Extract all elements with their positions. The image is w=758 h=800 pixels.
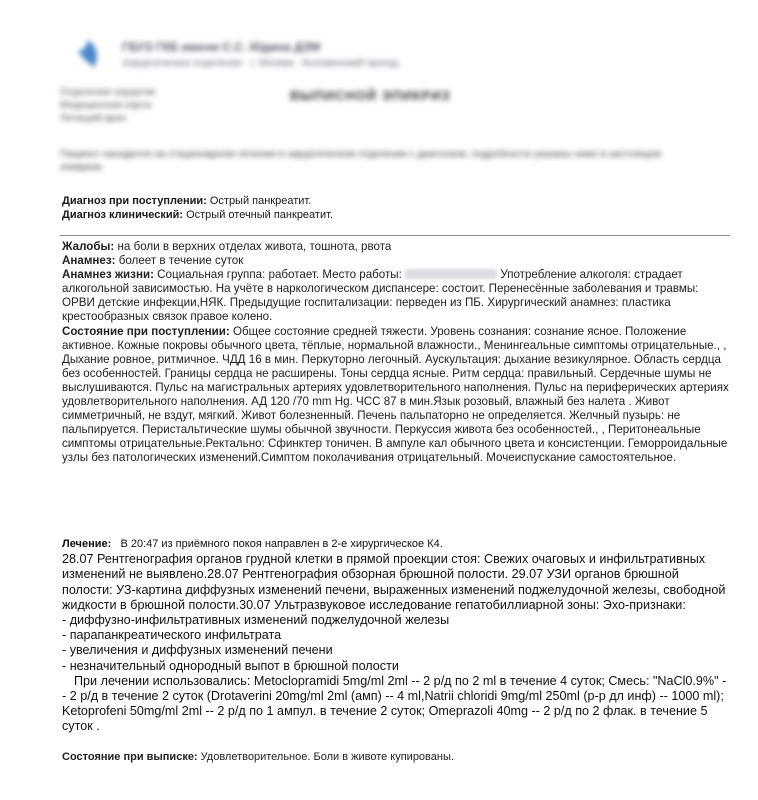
- discharge-value: Удовлетворительное. Боли в животе купированы.: [200, 751, 454, 763]
- anamnesis: [62, 254, 730, 268]
- life-anamnesis-label: Анамнез жизни:: [62, 268, 154, 282]
- finding-item: - диффузно-инфильтративных изменений поджелудочной железы: [62, 613, 450, 628]
- meta-line: Медицинская карта: [60, 100, 151, 111]
- treatment-studies: 28.07 Рентгенография органов грудной клетки в прямой проекции стоя: Свежих очаговых и инфильтративных изменений не выявлено.28.07 Рентгенография обзорная брюшной полости. 29.07 УЗИ органов брюшной полости: УЗ-картина диффузных изменений печени, выраженных изменений поджелудочной железы, свободной жидкости в брюшной полости.30.07 Ультразвуковое исследование гепатобиллиарной зоны: Эхо-признаки:: [62, 552, 726, 612]
- finding-item: - незначительный однородный выпот в брюшной полости: [62, 658, 399, 673]
- admission-state: [62, 325, 730, 353]
- discharge-label: Состояние при выписке:: [62, 751, 198, 763]
- document-title: ВЫПИСНОЙ ЭПИКРИЗ: [290, 88, 451, 103]
- organization-name: ГБУЗ ГКБ имени С.С. Юдина ДЗМ: [122, 40, 321, 54]
- treatment-section: [62, 537, 730, 735]
- section-divider: [60, 235, 730, 236]
- life-anamnesis-part2: Употребление алкоголя: страдает алкогольной зависимостью. На учёте в наркологическом диспансере: состоит. Перенесённые заболевания и травмы: ОРВИ детские инфекции,НЯК. Предыдущие госпитализации: перведен из ПБ. Хирургический анамнез: пластика крестообразных связок правое колено.: [62, 268, 699, 324]
- treatment-header: [62, 537, 730, 552]
- hospital-logo-icon: [74, 38, 102, 72]
- meta-line: Лечащий врач: [60, 113, 127, 124]
- treatment-label: Лечение:: [62, 538, 112, 550]
- finding-item: - увеличения и диффузных изменений печени: [62, 643, 333, 658]
- anamnesis-section: [62, 240, 730, 466]
- admission-diagnosis-label: Диагноз при поступлении:: [62, 195, 207, 207]
- clinical-diagnosis-value: Острый отечный панкреатит.: [186, 209, 333, 221]
- patient-info-line: Пациент находился на стационарном лечении в хирургическом отделении с диагнозом, подробности указаны ниже в настоящем эпикризе.: [60, 149, 661, 173]
- treatment-drugs: При лечении использовались: Metoclopramidi 5mg/ml 2ml -- 2 р/д по 2 ml в течение 4 суток; Смесь: "NaCl0.9%" -- 2 р/д в течение 2 суток (Drotaverini 20mg/ml 2ml (амп) -- 4 ml,Natrii chloridi 9mg/ml 250ml (р-р дл инф) -- 1000 ml); Ketoprofeni 50mg/ml 2ml -- 2 р/д по 1 ампул. в течение 2 суток; Omeprazoli 40mg -- 2 р/д по 2 флак. в течение 5 суток .: [62, 673, 727, 734]
- anamnesis-value: болеет в течение суток: [118, 254, 244, 268]
- admission-diagnosis-value: Острый панкреатит.: [209, 195, 312, 207]
- life-anamnesis: [62, 268, 730, 324]
- discharge-state: [62, 751, 454, 763]
- treatment-intro: В 20:47 из приёмного покоя направлен в 2-е хирургическое К4.: [120, 538, 443, 550]
- anamnesis-label: Анамнез:: [62, 254, 116, 268]
- complaints-value: на боли в верхних отделах живота, тошнота, рвота: [117, 240, 392, 253]
- organization-address: Хирургическое отделение · г. Москва · Коломенский проезд: [122, 58, 399, 69]
- redacted-workplace: [405, 269, 497, 279]
- diagnosis-section: [62, 194, 722, 222]
- admission-state-value: Общее состояние средней тяжести. Уровень сознания: сознание ясное. Положение активное. Кожные покровы обычного цвета, тёплые, нормальной влажности., Менингеальные симптомы отрицательные., ,: [62, 324, 727, 352]
- clinical-diagnosis: [62, 208, 722, 222]
- complaints-label: Жалобы:: [62, 240, 115, 253]
- finding-item: - парапанкреатического инфильтрата: [62, 628, 282, 643]
- admission-state-label: Состояние при поступлении:: [62, 324, 230, 338]
- meta-line: Отделение хирургии: [60, 87, 156, 98]
- admission-state-exam: Дыхание ровное, ритмичное. ЧДД 16 в мин. Перкуторно легочный. Аускультация: дыхание везикулярное. Область сердца без особенностей. Границы сердца не расширены. Тоны сердца ясные. Ритм сердца: правильный. Сердечные шумы не выслушиваются. Пульс на магистральных артериях удовлетворительного наполнения. Пульс на периферических артериях удовлетворительного наполнения. АД 120 /70 mm Hg. ЧСС 87 в мин.Язык розовый, влажный без налета . Живот симметричный, не вздут, мягкий. Живот болезненный. Печень пальпаторно не определяется. Желчный пузырь: не пальпируется. Перистальтические шумы обычной звучности. Перкуссия живота без особенностей., , Перитонеальные симптомы отрицательные.Ректально: Сфинктер тоничен. В ампуле кал обычного цвета и консистенции. Геморроидальные узлы без патологических изменений.Симптом поколачивания отрицательный. Мочеиспускание самостоятельное.: [62, 352, 729, 465]
- complaints: [62, 240, 730, 254]
- document-header: [74, 34, 714, 94]
- left-meta-block: [60, 86, 155, 125]
- admission-diagnosis: [62, 194, 722, 208]
- clinical-diagnosis-label: Диагноз клинический:: [62, 209, 184, 221]
- life-anamnesis-part1: Социальная группа: работает. Место работы:: [157, 268, 402, 282]
